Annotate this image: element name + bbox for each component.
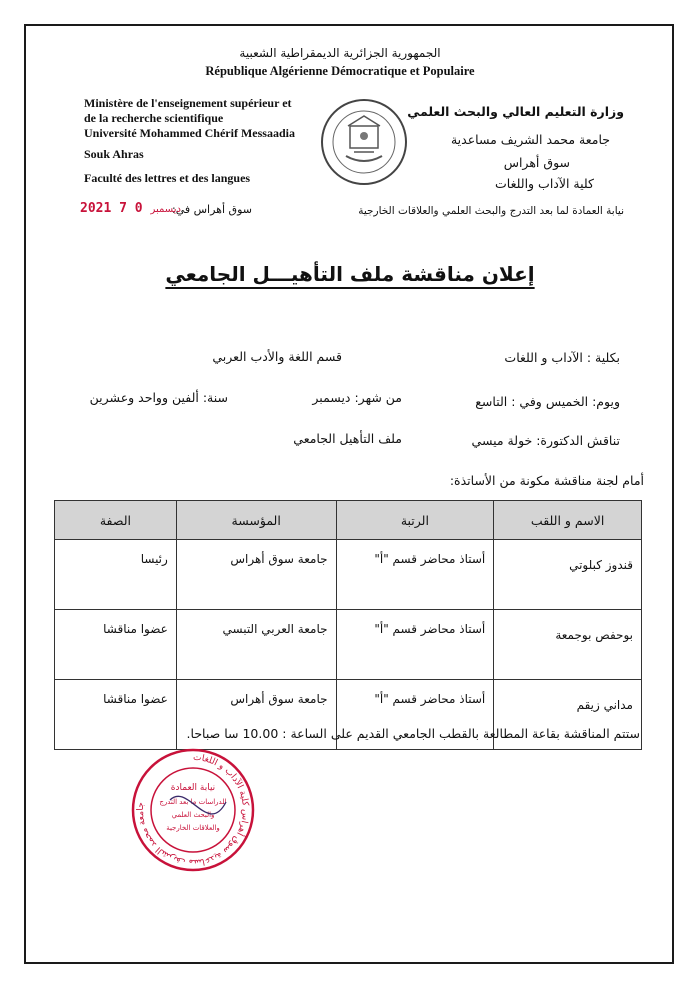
stamp-center-1: نيابة العمادة [170, 783, 216, 793]
table-header-row [55, 501, 642, 540]
stamp-ring-text: جامعة محمد الشريف مساعدية سوق أهراس كلية الآداب و اللغات [135, 752, 251, 868]
file-line: ملف التأهيل الجامعي [293, 431, 402, 446]
cell-role: رئيسا [55, 540, 177, 610]
cell-rank: أستاذ محاضر قسم "أ" [336, 680, 494, 750]
ministry-fr-1: Ministère de l'enseignement supérieur et [84, 96, 292, 110]
document-title: إعلان مناقشة ملف التأهيـــل الجامعي [165, 262, 535, 286]
date-month: ديسمبر [150, 204, 181, 215]
date-stamp [80, 201, 181, 216]
cell-name: مداني زيقم [494, 680, 642, 750]
header-role: الصفة [55, 501, 177, 540]
header-rank: الرتبة [336, 501, 494, 540]
stamp-center-3: والبحث العلمي [171, 811, 215, 819]
candidate-line: تناقش الدكتورة: خولة ميسي [471, 433, 620, 448]
republic-ar: الجمهورية الجزائرية الديمقراطية الشعبية [239, 46, 441, 60]
faculty-ar: كلية الآداب واللغات [495, 176, 594, 191]
cell-role: عضوا مناقشا [55, 610, 177, 680]
city-fr: Souk Ahras [84, 147, 144, 161]
stamp-center-4: والعلاقات الخارجية [166, 824, 220, 832]
footer-text: ستتم المناقشة بقاعة المطالعة بالقطب الجامعي القديم على الساعة : 10.00 سا صباحا. [186, 726, 640, 741]
date-year: 2021 [80, 201, 112, 216]
month-line: من شهر: ديسمبر [312, 390, 402, 405]
ministry-fr-2: de la recherche scientifique [84, 111, 224, 125]
table-row [55, 610, 642, 680]
republic-fr: République Algérienne Démocratique et Populaire [205, 64, 475, 78]
official-stamp [118, 742, 268, 872]
cell-name: بوحفص بوجمعة [494, 610, 642, 680]
university-logo [318, 96, 410, 192]
date-label: سوق أهراس في: [172, 203, 252, 216]
faculty-fr: Faculté des lettres et des langues [84, 171, 251, 185]
cell-institution: جامعة سوق أهراس [176, 540, 336, 610]
header-institution: المؤسسة [176, 501, 336, 540]
date-day: 0 7 [119, 201, 143, 216]
cell-name: قندوز كبلوتي [494, 540, 642, 610]
cell-institution: جامعة سوق أهراس [176, 680, 336, 750]
header-name: الاسم و اللقب [494, 501, 642, 540]
faculty-line: بكلية : الآداب و اللغات [504, 350, 620, 365]
university-ar: جامعة محمد الشريف مساعدية [450, 132, 610, 147]
jury-table [54, 500, 642, 750]
university-fr: Université Mohammed Chérif Messaadia [84, 126, 295, 140]
cell-rank: أستاذ محاضر قسم "أ" [336, 540, 494, 610]
ministry-ar: وزارة التعليم العالي والبحث العلمي [407, 104, 624, 119]
cell-institution: جامعة العربي التبسي [176, 610, 336, 680]
day-line: ويوم: الخميس وفي : التاسع [475, 394, 620, 409]
table-row [55, 540, 642, 610]
cell-role: عضوا مناقشا [55, 680, 177, 750]
cell-rank: أستاذ محاضر قسم "أ" [336, 610, 494, 680]
year-line: سنة: ألفين وواحد وعشرين [89, 390, 228, 405]
vice-deanship-ar: نيابة العمادة لما بعد التدرج والبحث العلمي والعلاقات الخارجية [358, 205, 624, 217]
city-ar: سوق أهراس [503, 155, 570, 170]
department-line: قسم اللغة والأدب العربي [212, 349, 342, 364]
jury-intro: أمام لجنة مناقشة مكونة من الأساتذة: [449, 473, 644, 488]
stamp-center-2: للدراسات ما بعد التدرج [159, 798, 227, 806]
